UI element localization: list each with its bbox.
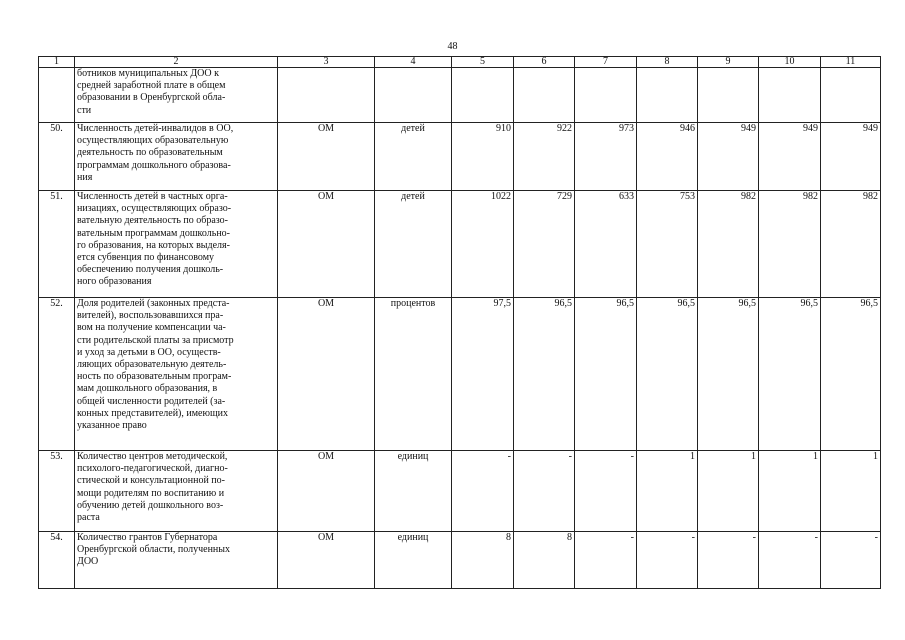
indicator-name-line: Количество центров методической, <box>77 451 228 462</box>
indicator-name-line: программам дошкольного образова- <box>77 159 231 171</box>
value-cell: 1 <box>698 451 759 532</box>
value-cell <box>698 68 759 123</box>
value-cell: 1022 <box>452 191 514 298</box>
table-row <box>39 68 881 123</box>
table-row <box>39 451 881 532</box>
row-number: 51. <box>39 191 75 298</box>
value-cell <box>452 68 514 123</box>
indicator-name-line: Численность детей-инвалидов в ОО, <box>77 123 234 134</box>
value-cell: 949 <box>698 123 759 191</box>
value-cell: 949 <box>759 123 821 191</box>
row-number: 52. <box>39 298 75 451</box>
column-number-10: 10 <box>759 57 821 68</box>
page-number: 48 <box>447 41 458 52</box>
value-cell: 633 <box>575 191 637 298</box>
measure-unit: детей <box>375 191 452 298</box>
value-cell: 910 <box>452 123 514 191</box>
value-cell: 1 <box>759 451 821 532</box>
indicator-name-line: вательную деятельность по образо- <box>77 215 229 227</box>
indicator-name <box>75 451 278 532</box>
value-cell: 96,5 <box>514 298 575 451</box>
indicator-name <box>75 191 278 298</box>
value-cell: 96,5 <box>759 298 821 451</box>
value-cell: 1 <box>637 451 698 532</box>
indicator-name-line: ного образования <box>77 276 152 288</box>
indicator-name-line: ляющих образовательную деятель- <box>77 359 227 371</box>
value-cell: - <box>821 532 881 589</box>
column-number-4: 4 <box>375 57 452 68</box>
column-number-2: 2 <box>75 57 278 68</box>
value-cell: 946 <box>637 123 698 191</box>
value-cell: 97,5 <box>452 298 514 451</box>
responsible-level: ОМ <box>278 191 375 298</box>
value-cell: - <box>637 532 698 589</box>
indicator-name-line: средней заработной плате в общем <box>77 80 226 92</box>
value-cell: 922 <box>514 123 575 191</box>
indicator-name-line: сти <box>77 104 92 116</box>
row-number: 53. <box>39 451 75 532</box>
indicator-name-line: и уход за детьми в ОО, осуществ- <box>77 346 221 358</box>
value-cell: 982 <box>821 191 881 298</box>
value-cell: - <box>575 532 637 589</box>
value-cell: 973 <box>575 123 637 191</box>
measure-unit: детей <box>375 123 452 191</box>
indicator-name-line: вательным программам дошкольно- <box>77 227 231 239</box>
value-cell: - <box>759 532 821 589</box>
indicator-name-line: го образования, на которых выделя- <box>77 239 230 251</box>
value-cell <box>514 68 575 123</box>
column-number-1: 1 <box>39 57 75 68</box>
indicator-name-line: вителей), воспользовавшихся пра- <box>77 310 224 322</box>
indicator-name-line: конных представителей), имеющих <box>77 407 229 419</box>
indicator-name-line: сти родительской платы за присмотр <box>77 334 234 346</box>
column-number-7: 7 <box>575 57 637 68</box>
responsible-level: ОМ <box>278 532 375 589</box>
indicator-name <box>75 68 278 123</box>
value-cell: 96,5 <box>821 298 881 451</box>
indicator-name-line: психолого-педагогической, диагно- <box>77 463 228 475</box>
indicator-name-line: Численность детей в частных орга- <box>77 191 228 202</box>
indicator-name-line: общей численности родителей (за- <box>77 395 226 407</box>
column-number-row <box>39 57 881 68</box>
indicator-name-line: стической и консультационной по- <box>77 475 225 487</box>
value-cell <box>821 68 881 123</box>
value-cell: 982 <box>759 191 821 298</box>
table-row <box>39 298 881 451</box>
value-cell <box>575 68 637 123</box>
indicator-name-line: ДОО <box>77 556 99 568</box>
indicator-name-line: обучению детей дошкольного воз- <box>77 499 224 511</box>
indicator-name-line: раста <box>77 512 100 524</box>
measure-unit: единиц <box>375 451 452 532</box>
indicator-name-line: ность по образовательным програм- <box>77 371 232 383</box>
indicator-name-line: низациях, осуществляющих образо- <box>77 203 232 215</box>
responsible-level <box>278 68 375 123</box>
indicator-name-line: мам дошкольного образования, в <box>77 383 218 395</box>
value-cell <box>759 68 821 123</box>
column-number-9: 9 <box>698 57 759 68</box>
indicator-name <box>75 298 278 451</box>
column-number-3: 3 <box>278 57 375 68</box>
indicator-name-line: обеспечению получения дошколь- <box>77 264 224 276</box>
measure-unit: единиц <box>375 532 452 589</box>
table-row <box>39 123 881 191</box>
responsible-level: ОМ <box>278 451 375 532</box>
value-cell: - <box>514 451 575 532</box>
value-cell: 96,5 <box>575 298 637 451</box>
indicator-name-line: Количество грантов Губернатора <box>77 532 218 543</box>
indicator-name-line: ния <box>77 171 93 183</box>
value-cell: - <box>575 451 637 532</box>
value-cell: 753 <box>637 191 698 298</box>
measure-unit: процентов <box>375 298 452 451</box>
indicator-name-line: ется субвенция по финансовому <box>77 252 215 264</box>
indicator-name-line: деятельность по образовательным <box>77 147 223 159</box>
responsible-level: ОМ <box>278 298 375 451</box>
value-cell: 8 <box>452 532 514 589</box>
table-row <box>39 532 881 589</box>
indicator-name-line: ботников муниципальных ДОО к <box>77 68 219 79</box>
value-cell: 96,5 <box>637 298 698 451</box>
indicator-name-line: Оренбургской области, полученных <box>77 544 230 556</box>
value-cell: 1 <box>821 451 881 532</box>
indicator-name-line: осуществляющих образовательную <box>77 135 229 147</box>
value-cell: 949 <box>821 123 881 191</box>
responsible-level: ОМ <box>278 123 375 191</box>
value-cell: - <box>698 532 759 589</box>
column-number-8: 8 <box>637 57 698 68</box>
value-cell: 96,5 <box>698 298 759 451</box>
column-number-6: 6 <box>514 57 575 68</box>
indicator-name-line: Доля родителей (законных предста- <box>77 298 230 309</box>
column-number-5: 5 <box>452 57 514 68</box>
indicator-name <box>75 123 278 191</box>
row-number <box>39 68 75 123</box>
indicator-name-line: указанное право <box>77 420 147 432</box>
value-cell <box>637 68 698 123</box>
row-number: 54. <box>39 532 75 589</box>
value-cell: - <box>452 451 514 532</box>
row-number: 50. <box>39 123 75 191</box>
value-cell: 729 <box>514 191 575 298</box>
column-number-11: 11 <box>821 57 881 68</box>
table-body <box>39 68 881 589</box>
value-cell: 982 <box>698 191 759 298</box>
indicator-name-line: вом на получение компенсации ча- <box>77 322 226 334</box>
measure-unit <box>375 68 452 123</box>
indicators-table <box>38 56 881 589</box>
indicator-name <box>75 532 278 589</box>
value-cell: 8 <box>514 532 575 589</box>
table-row <box>39 191 881 298</box>
indicator-name-line: мощи родителям по воспитанию и <box>77 487 225 499</box>
indicator-name-line: образовании в Оренбургской обла- <box>77 92 226 104</box>
